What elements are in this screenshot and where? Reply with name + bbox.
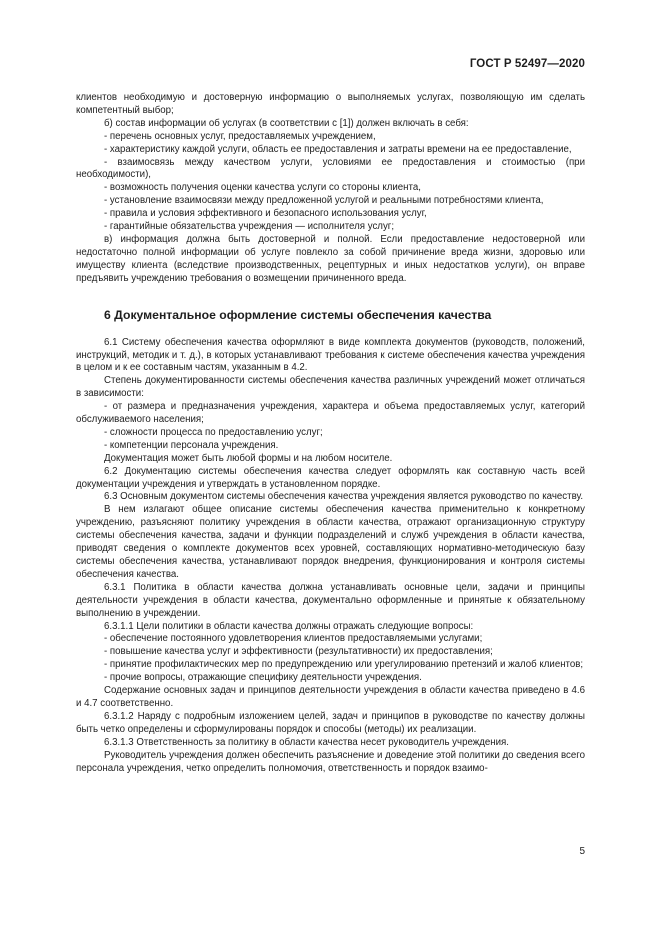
paragraph: - установление взаимосвязи между предложенной услугой и реальными потребностями клиента, <box>104 195 544 207</box>
paragraph: б) состав информации об услугах (в соответствии с [1]) должен включать в себя: <box>104 117 469 129</box>
paragraph: 6.3.1 Политика в области качества должна устанавливать основные цели, задачи и принципы деятельности учреждения в области качества, документально оформленные и принятые к обязательному выполнению в учреждении. <box>76 581 585 619</box>
paragraph: - повышение качества услуг и эффективности (результативности) их предоставления; <box>104 646 493 658</box>
paragraph: Документация может быть любой формы и на любом носителе. <box>104 452 393 464</box>
paragraph: В нем излагают общее описание системы обеспечения качества применительно к конкретному учреждению, разъясняют политику учреждения в области качества, отражают организационную структуру системы обеспечения качества, задачи и функции подразделений и служб учреждения в области качества, приводят сведения о комплекте документов всех уровней, составляющих нормативно-методическую базу системы обеспечения качества, устанавливают порядок внедрения, функционирования и контроля системы обеспечения качества. <box>76 504 585 580</box>
paragraph: - перечень основных услуг, предоставляемых учреждением, <box>104 130 376 142</box>
paragraph: в) информация должна быть достоверной и полной. Если предоставление недостоверной или недостаточно полной информации об услуге повлекло за собой причинение вреда жизни, здоровью или имуществу клиента (вследствие производственных, рецептурных и иных недостатков услуги), он вправе предъявить учреждению требования о возмещении причиненного вреда. <box>76 233 585 284</box>
document-code: ГОСТ Р 52497—2020 <box>469 58 585 70</box>
section-heading: 6 Документальное оформление системы обеспечения качества <box>104 307 492 322</box>
paragraph: Степень документированности системы обеспечения качества различных учреждений может отличаться в зависимости: <box>76 375 585 400</box>
paragraph: Содержание основных задач и принципов деятельности учреждения в области качества приведено в 4.6 и 4.7 соответственно. <box>76 685 585 709</box>
paragraph: 6.2 Документацию системы обеспечения качества следует оформлять как составную часть всей документации учреждения и утверждать в установленном порядке. <box>76 465 585 490</box>
page-number: 5 <box>579 846 585 857</box>
paragraphs-after-section <box>76 337 585 776</box>
paragraph: - возможность получения оценки качества услуги со стороны клиента, <box>104 182 421 194</box>
paragraph: клиентов необходимую и достоверную информацию о выполняемых услугах, позволяющую им сделать компетентный выбор; <box>76 92 585 116</box>
paragraph: - обеспечение постоянного удовлетворения клиентов предоставляемыми услугами; <box>104 633 483 645</box>
paragraph: - от размера и предназначения учреждения, характера и объема предоставляемых услуг, категорий обслуживаемого населения; <box>76 401 585 426</box>
paragraph: 6.3 Основным документом системы обеспечения качества учреждения является руководство по качеству. <box>104 491 584 503</box>
paragraph: 6.3.1.3 Ответственность за политику в области качества несет руководитель учреждения. <box>104 736 509 748</box>
paragraphs-before-section <box>76 92 585 286</box>
paragraph: - характеристику каждой услуги, область ее предоставления и затраты времени на ее предоставление, <box>104 143 572 155</box>
paragraph: 6.3.1.1 Цели политики в области качества должны отражать следующие вопросы: <box>104 620 474 632</box>
paragraph: 6.1 Систему обеспечения качества оформляют в виде комплекта документов (руководств, положений, инструкций, методик и т. д.), в которых устанавливают требования к системе обеспечения качества учреждения в целом и к ее составным частям, указанным в 4.2. <box>76 336 585 374</box>
paragraph: - компетенции персонала учреждения. <box>104 439 279 451</box>
paragraph: - гарантийные обязательства учреждения — исполнителя услуг; <box>104 221 395 233</box>
paragraph: - сложности процесса по предоставлению услуг; <box>104 426 323 438</box>
paragraph: - правила и условия эффективного и безопасного использования услуг, <box>104 208 427 220</box>
paragraph: - принятие профилактических мер по предупреждению или урегулированию претензий и жалоб клиентов; <box>104 659 584 671</box>
paragraph: Руководитель учреждения должен обеспечить разъяснение и доведение этой политики до сведения всего персонала учреждения, четко определить полномочия, ответственность и порядок взаимо- <box>76 749 585 774</box>
paragraph: - взаимосвязь между качеством услуги, условиями ее предоставления и стоимостью (при необходимости), <box>76 156 585 181</box>
paragraph: 6.3.1.2 Наряду с подробным изложением целей, задач и принципов в руководстве по качеству должны быть четко определены и сформулированы порядок и способы (методы) их реализации. <box>76 710 585 735</box>
document-body <box>76 92 585 775</box>
paragraph: - прочие вопросы, отражающие специфику деятельности учреждения. <box>104 672 422 684</box>
